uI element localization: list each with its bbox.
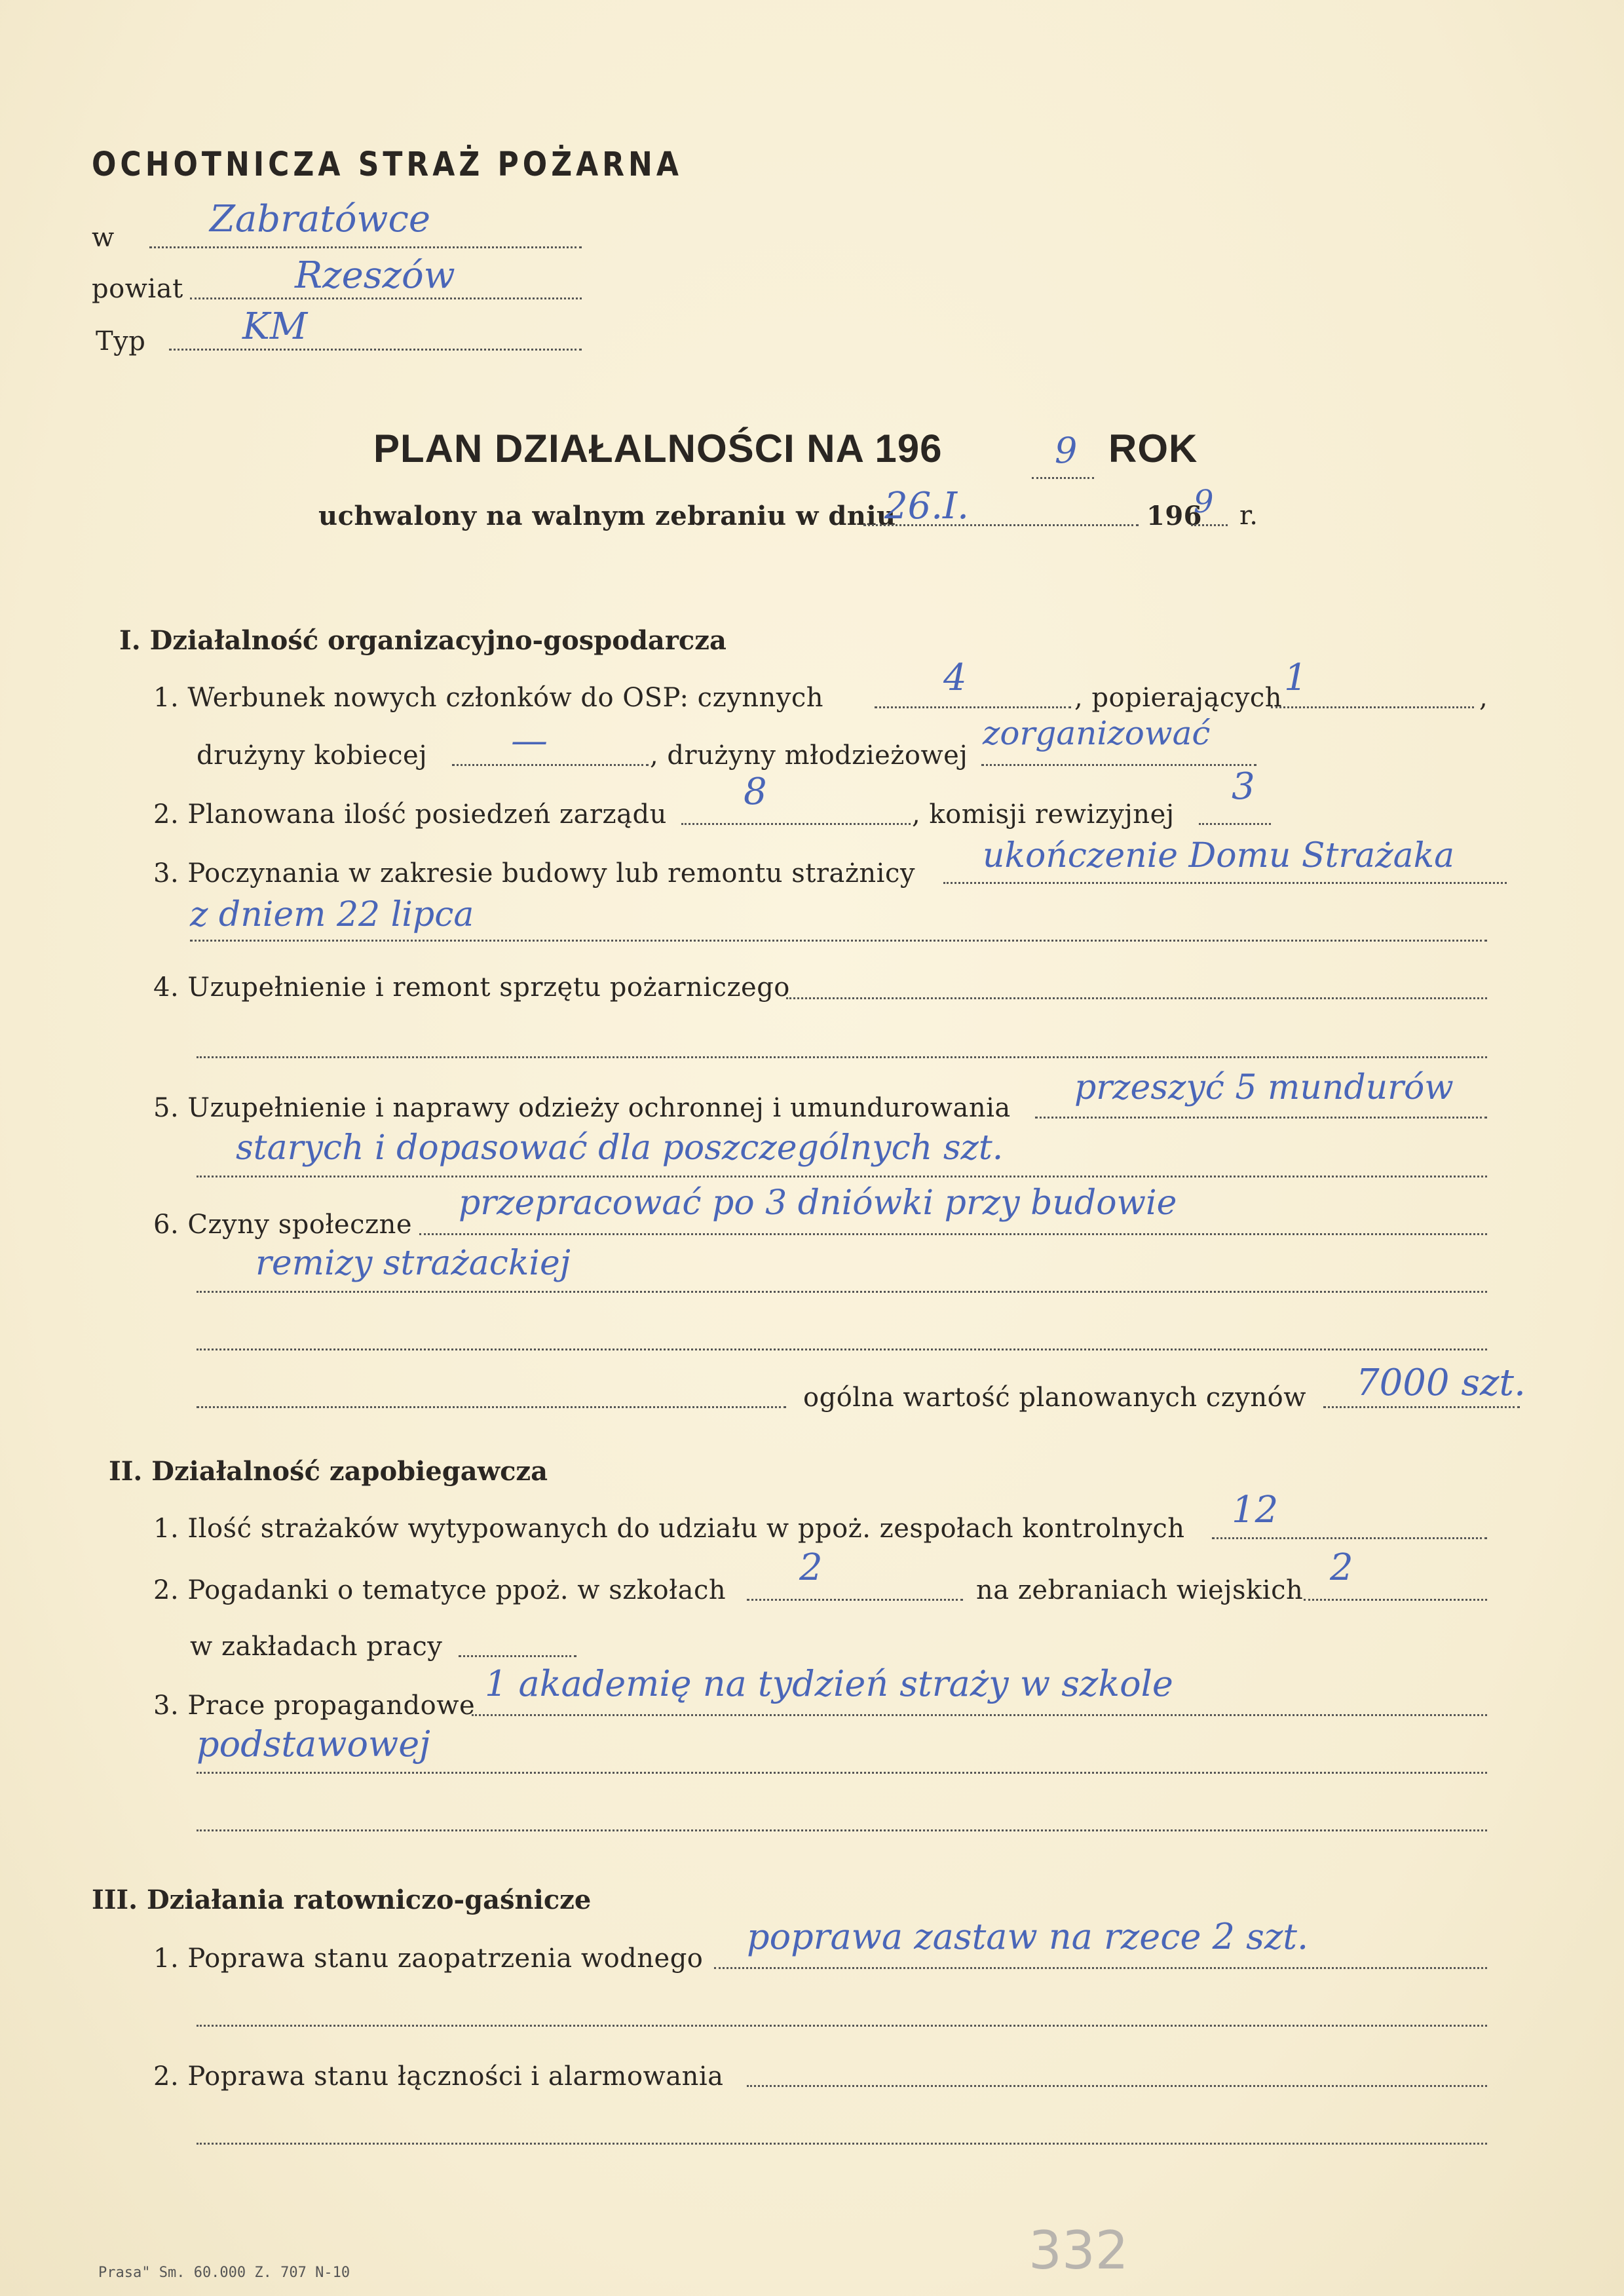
total-value: 7000 szt. xyxy=(1356,1362,1526,1404)
s1-item2-text: 2. Planowana ilość posiedzeń zarządu xyxy=(153,799,667,830)
section-2-heading: II. Działalność zapobiegawcza xyxy=(109,1456,548,1487)
year-r: r. xyxy=(1239,501,1258,531)
organization-name: OCHOTNICZA STRAŻ POŻARNA xyxy=(92,145,683,184)
mlodziezowej-line xyxy=(981,764,1256,766)
typ-line xyxy=(169,349,582,351)
typ-label: Typ xyxy=(96,326,146,356)
item6-value-2: remizy strażackiej xyxy=(255,1244,571,1283)
s1-item6-text: 6. Czyny społeczne xyxy=(153,1210,412,1240)
s2-item3-line-3 xyxy=(197,1829,1487,1831)
item4-line-2 xyxy=(197,1056,1487,1058)
total-label: ogólna wartość planowanych czynów xyxy=(803,1383,1306,1413)
s3-item1-text: 1. Poprawa stanu zaopatrzenia wodnego xyxy=(153,1943,704,1974)
s1-item4-text: 4. Uzupełnienie i remont sprzętu pożarniczego xyxy=(153,972,790,1003)
s1-item1-popierajacych: , popierających xyxy=(1074,683,1283,713)
item3-value-1: ukończenie Domu Strażaka xyxy=(983,836,1455,875)
adoption-date: 26.I. xyxy=(884,485,969,527)
komisji-line xyxy=(1199,823,1271,825)
s2-item1-value: 12 xyxy=(1232,1489,1279,1531)
s3-item2-line-1 xyxy=(747,2085,1487,2087)
zarzadu-value: 8 xyxy=(744,771,767,813)
s3-item1-line-1 xyxy=(714,1967,1487,1969)
s1-item1-text: 1. Werbunek nowych członków do OSP: czynnych xyxy=(153,683,824,713)
item3-line-2 xyxy=(190,940,1487,942)
item6-line-3 xyxy=(197,1349,1487,1350)
szkolach-line xyxy=(747,1599,963,1601)
print-info: Prasa" Sm. 60.000 Z. 707 N-10 xyxy=(98,2265,350,2281)
w-value: Zabratówce xyxy=(210,198,430,240)
mlodziezowej-value: zorganizować xyxy=(983,714,1211,752)
powiat-label: powiat xyxy=(92,274,183,304)
s3-item2-text: 2. Poprawa stanu łączności i alarmowania xyxy=(153,2061,724,2092)
adopted-label: uchwalony na walnym zebraniu w dniu xyxy=(318,501,896,531)
item3-value-2: z dniem 22 lipca xyxy=(190,895,474,934)
popierajacych-value: 1 xyxy=(1284,657,1308,699)
w-label: w xyxy=(92,223,115,253)
s2-item3-value-2: podstawowej xyxy=(197,1723,430,1765)
title-rok: ROK xyxy=(1108,427,1198,470)
item5-line-1 xyxy=(1035,1117,1487,1119)
total-line-left xyxy=(197,1406,786,1408)
section-3-heading: III. Działania ratowniczo-gaśnicze xyxy=(92,1885,592,1915)
s1-item3-text: 3. Poczynania w zakresie budowy lub remontu strażnicy xyxy=(153,858,915,889)
s1-item1-mlodziezowej: , drużyny młodzieżowej xyxy=(650,740,968,771)
s1-item5-text: 5. Uzupełnienie i naprawy odzieży ochronnej i umundurowania xyxy=(153,1093,1011,1123)
s2-item3-text: 3. Prace propagandowe xyxy=(153,1691,476,1721)
s2-item3-line-1 xyxy=(472,1714,1487,1716)
s3-item2-line-2 xyxy=(197,2143,1487,2145)
s2-item1-text: 1. Ilość strażaków wytypowanych do udziału w ppoż. zespołach kontrolnych xyxy=(153,1514,1185,1544)
s2-item2-zebraniach: na zebraniach wiejskich xyxy=(976,1575,1304,1605)
year-handwritten: 9 xyxy=(1194,484,1214,520)
document-title: PLAN DZIAŁALNOŚCI NA 196 xyxy=(373,427,943,470)
s3-item1-line-2 xyxy=(197,2025,1487,2027)
czynnych-line xyxy=(875,706,1071,708)
kobiecej-line xyxy=(452,764,649,766)
item5-value-1: przeszyć 5 mundurów xyxy=(1074,1068,1454,1107)
item5-line-2 xyxy=(197,1176,1487,1177)
czynnych-value: 4 xyxy=(943,657,967,699)
zebraniach-value: 2 xyxy=(1330,1546,1353,1589)
powiat-value: Rzeszów xyxy=(295,254,455,297)
pencil-page-number: 332 xyxy=(1029,2220,1129,2281)
year-prefix: 196 xyxy=(1146,501,1202,531)
s2-item2-text: 2. Pogadanki o tematyce ppoż. w szkołach xyxy=(153,1575,727,1605)
item6-value-1: przepracować po 3 dniówki przy budowie xyxy=(459,1183,1177,1223)
zakladach-line xyxy=(459,1655,576,1657)
item5-value-2: starych i dopasować dla poszczególnych szt. xyxy=(236,1128,1004,1168)
item6-line-2 xyxy=(197,1291,1487,1293)
komisji-value: 3 xyxy=(1232,765,1255,808)
w-line xyxy=(149,246,582,248)
section-1-heading: I. Działalność organizacyjno-gospodarcza xyxy=(119,625,727,656)
typ-value: KM xyxy=(242,305,308,348)
total-line xyxy=(1323,1406,1520,1408)
item3-line-1 xyxy=(943,882,1507,884)
s2-item3-line-2 xyxy=(197,1772,1487,1774)
kobiecej-value: — xyxy=(511,719,548,762)
item4-line-1 xyxy=(786,997,1487,999)
title-year-digit: 9 xyxy=(1055,430,1078,471)
zebraniach-line xyxy=(1304,1599,1487,1601)
zarzadu-line xyxy=(681,823,911,825)
item6-line-1 xyxy=(419,1233,1487,1235)
szkolach-value: 2 xyxy=(799,1546,823,1589)
powiat-line xyxy=(190,297,582,299)
s1-item1-comma: , xyxy=(1479,683,1488,713)
s1-item1-kobiecej: drużyny kobiecej xyxy=(197,740,428,771)
year-line xyxy=(1191,524,1228,526)
title-year-line xyxy=(1032,477,1094,479)
s3-item1-value: poprawa zastaw na rzece 2 szt. xyxy=(747,1916,1309,1957)
s2-item2-zakladach: w zakładach pracy xyxy=(190,1632,443,1662)
s2-item3-value-1: 1 akademię na tydzień straży w szkole xyxy=(485,1663,1173,1704)
s2-item1-line xyxy=(1212,1537,1487,1539)
popierajacych-line xyxy=(1271,706,1474,708)
s1-item2-komisji: , komisji rewizyjnej xyxy=(912,799,1175,830)
